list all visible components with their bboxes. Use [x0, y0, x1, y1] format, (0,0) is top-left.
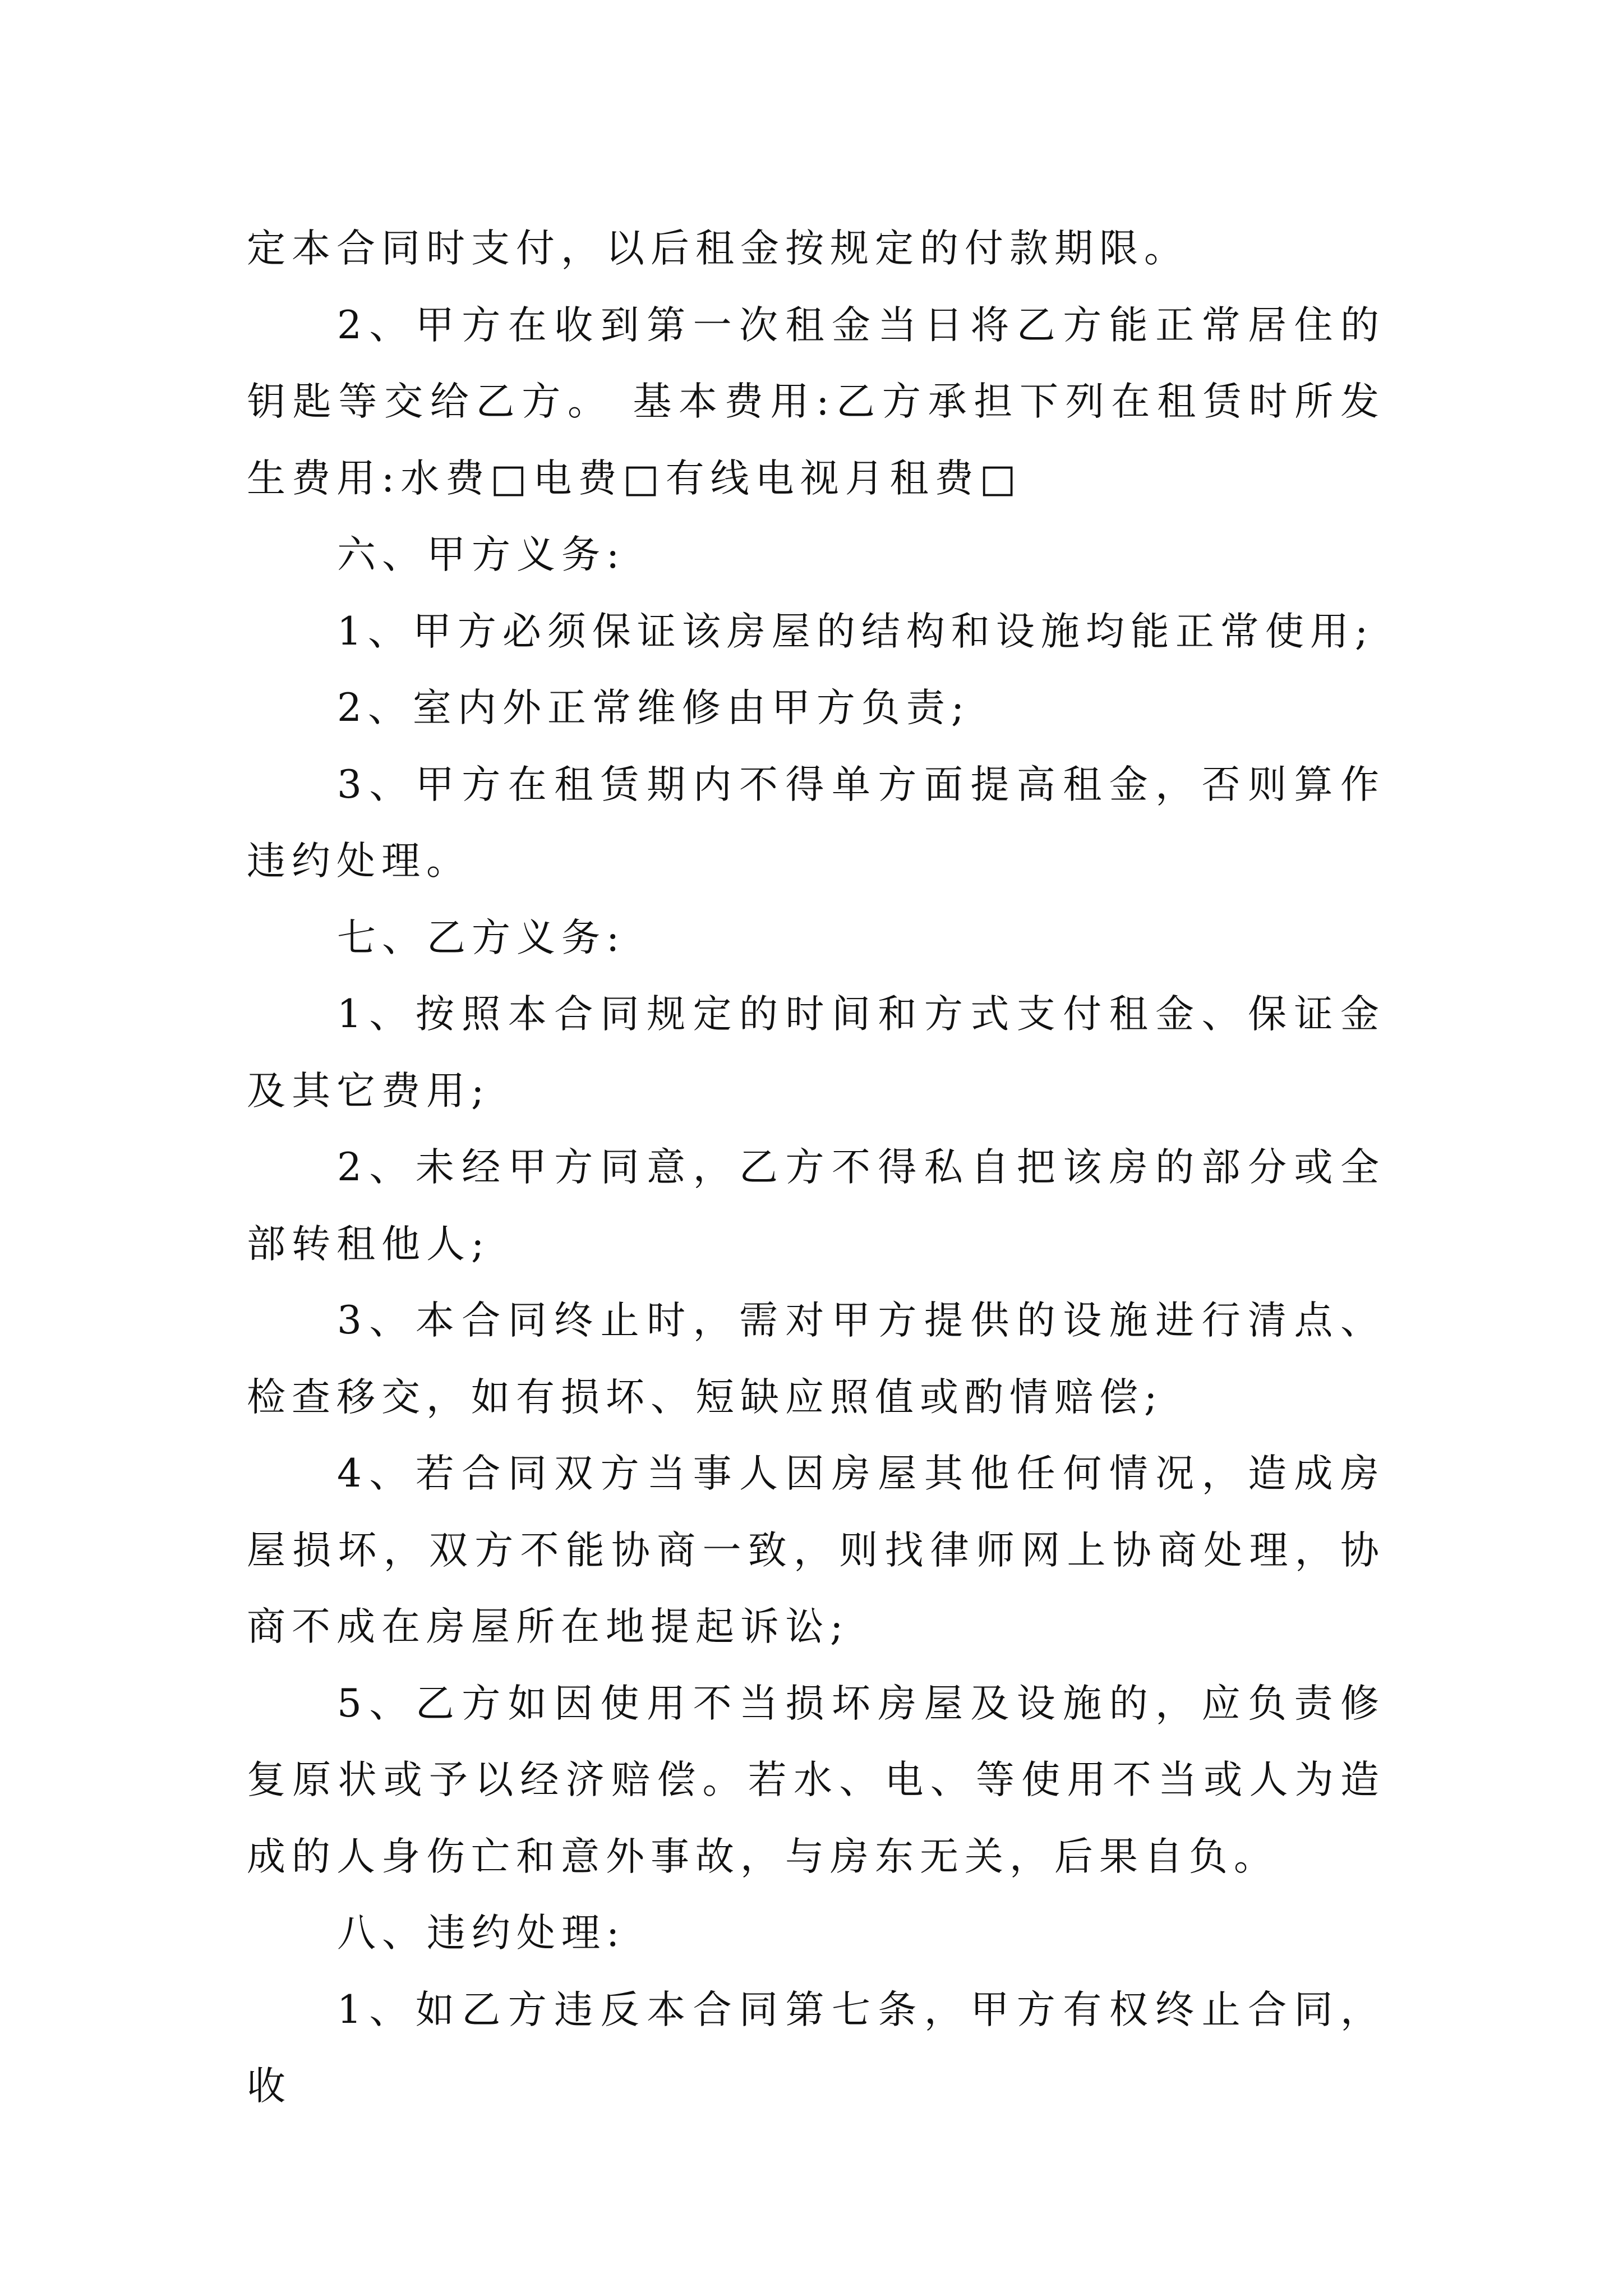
document-body — [247, 210, 1385, 2125]
paragraph-party-b-duty-5: 5、乙方如因使用不当损坏房屋及设施的，应负责修复原状或予以经济赔偿。若水、电、等使用不当或人为造成的人身伤亡和意外事故，与房东无关，后果自负。 — [247, 1681, 1385, 1879]
paragraph-party-a-duty-3: 3、甲方在租赁期内不得单方面提高租金，否则算作违约处理。 — [247, 762, 1385, 884]
paragraph-key-handover: 2、甲方在收到第一次租金当日将乙方能正常居住的钥匙等交给乙方。 基本费用:乙方承担下列在租赁时所发生费用:水费□电费□有线电视月租费□ — [247, 302, 1385, 501]
paragraph-party-b-duty-2: 2、未经甲方同意，乙方不得私自把该房的部分或全部转租他人; — [247, 1145, 1385, 1267]
paragraph-party-a-duty-2: 2、室内外正常维修由甲方负责; — [337, 685, 971, 730]
paragraph-party-a-duty-1: 1、甲方必须保证该房屋的结构和设施均能正常使用; — [337, 609, 1375, 654]
paragraph-party-b-duty-4: 4、若合同双方当事人因房屋其他任何情况，造成房屋损坏，双方不能协商一致，则找律师网上协商处理，协商不成在房屋所在地提起诉讼; — [247, 1451, 1385, 1649]
paragraph-continuation: 定本合同时支付，以后租金按规定的付款期限。 — [247, 226, 1189, 271]
paragraph-breach-1: 1、如乙方违反本合同第七条，甲方有权终止合同，收 — [247, 1987, 1385, 2109]
section-heading-party-b-duties: 七、乙方义务: — [337, 915, 626, 960]
section-heading-breach: 八、违约处理: — [337, 1911, 626, 1955]
section-heading-party-a-duties: 六、甲方义务: — [337, 532, 626, 577]
paragraph-party-b-duty-1: 1、按照本合同规定的时间和方式支付租金、保证金及其它费用; — [247, 992, 1385, 1114]
paragraph-party-b-duty-3: 3、本合同终止时，需对甲方提供的设施进行清点、检查移交，如有损坏、短缺应照值或酌情赔偿; — [247, 1298, 1385, 1420]
